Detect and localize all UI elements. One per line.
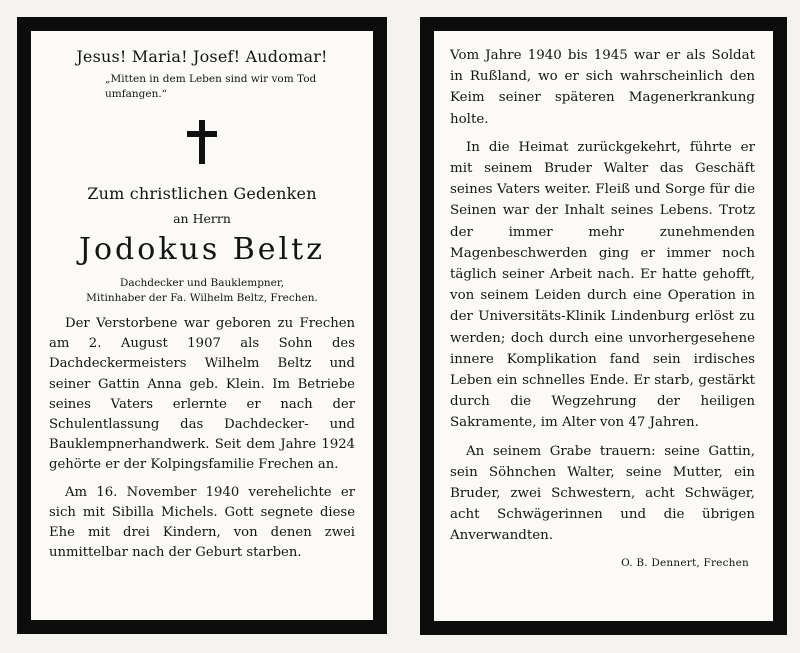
biography-paragraph: Der Verstorbene war geboren zu Frechen am 2. August 1907 als Sohn des Dachdeckermeisters Wilhelm Beltz und seiner Gattin Anna geb. Klein. Im Betriebe seines Vaters erlernte er nach der Schulentlassung das Dachdecker- und Bauklempnerhandwerk. Seit dem Jahre 1924 gehörte er der Kolpingsfamilie Frechen an.: [49, 316, 355, 473]
memorial-card-right-panel: [420, 17, 787, 635]
left-panel-content: [31, 31, 373, 620]
memorial-heading: Zum christlichen Gedenken: [87, 184, 317, 203]
mourners-paragraph: An seinem Grabe trauern: seine Gattin, sein Söhnchen Walter, seine Mutter, ein Bruder, zwei Schwestern, acht Schwäger, acht Schwägerinnen und die übrigen Anverwandten.: [450, 443, 755, 544]
occupation: Dachdecker und Bauklempner,: [119, 277, 285, 289]
invocation: Jesus! Maria! Josef! Audomar!: [76, 47, 328, 66]
honorific: an Herrn: [173, 211, 231, 226]
employer: Mitinhaber der Fa. Wilhelm Beltz, Frechen.: [86, 292, 318, 304]
memorial-card-left-panel: [17, 17, 387, 634]
biography-paragraph: Am 16. November 1940 verehelichte er sich mit Sibilla Michels. Gott segnete diese Ehe mit drei Kindern, von denen zwei unmittelbar nach der Geburt starben.: [49, 484, 355, 561]
latin-cross-icon: [187, 120, 217, 164]
deceased-name: Jodokus Beltz: [78, 232, 326, 267]
printer-imprint: O. B. Dennert, Frechen: [621, 556, 749, 569]
biography-paragraph: In die Heimat zurückgekehrt, führte er mit seinem Bruder Walter das Geschäft seines Vaters weiter. Fleiß und Sorge für die Seinen war der Inhalt seines Lebens. Trotz der immer mehr zunehmenden Magenbeschwerden ging er immer noch täglich seiner Arbeit nach. Er hatte gehofft, von seinem Leiden durch eine Operation in der Universitäts-Klinik Lindenburg erlöst zu werden; doch durch eine unvorhergesehene innere Komplikation fand sein irdisches Leben ein schnelles Ende. Er starb, gestärkt durch die Wegzehrung der heiligen Sakramente, im Alter von 47 Jahren.: [450, 139, 755, 431]
motto: „Mitten in dem Leben sind wir vom Tod umfangen.“: [105, 73, 317, 100]
biography-paragraph: Vom Jahre 1940 bis 1945 war er als Soldat in Rußland, wo er sich wahrscheinlich den Keim seiner späteren Magenerkrankung holte.: [450, 48, 755, 127]
right-panel-content: [434, 31, 773, 621]
